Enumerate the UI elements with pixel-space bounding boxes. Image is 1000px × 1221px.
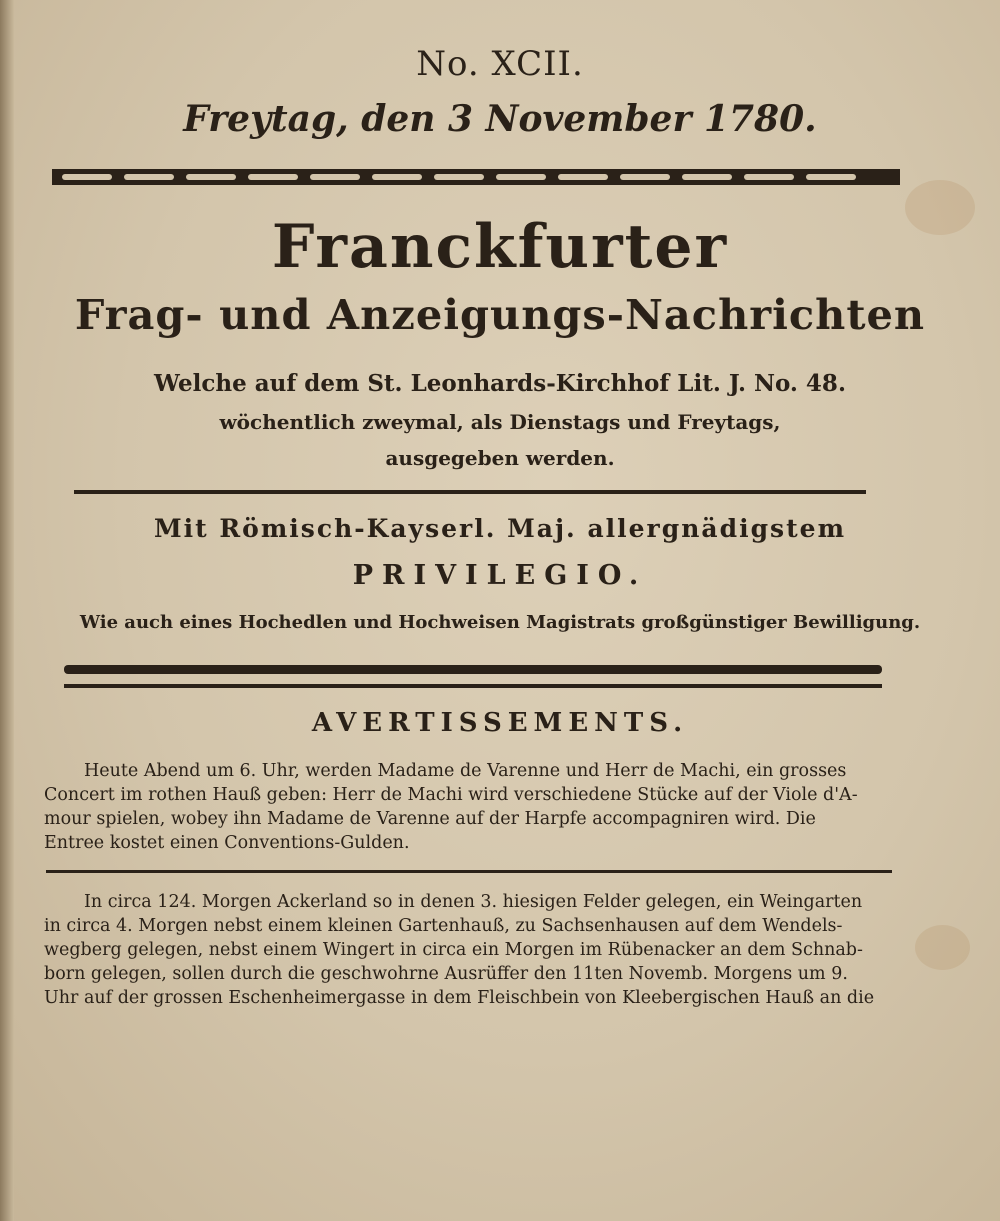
notice-line: Uhr auf der grossen Eschenheimergasse in dem Fleischbein von Kleebergischen Hauß an die xyxy=(44,988,875,1008)
divider-rule xyxy=(74,490,866,494)
subtitle-line-3: ausgegeben werden. xyxy=(385,446,615,470)
notice-line: In circa 124. Morgen Ackerland so in denen 3. hiesigen Felder gelegen, ein Weingarten xyxy=(84,892,863,912)
masthead-title-line-1: Franckfurter xyxy=(271,212,729,282)
notice-line: in circa 4. Morgen nebst einem kleinen Gartenhauß, zu Sachsenhausen auf dem Wendels- xyxy=(44,916,843,936)
double-rule-thick xyxy=(64,665,882,674)
paper-stain xyxy=(915,925,970,970)
privilege-line-1: Mit Römisch-Kayserl. Maj. allergnädigstem xyxy=(153,514,847,543)
notice-line: Heute Abend um 6. Uhr, werden Madame de Varenne und Herr de Machi, ein grosses xyxy=(84,761,847,781)
divider-rule xyxy=(46,870,892,873)
notice-line: mour spielen, wobey ihn Madame de Varenne auf der Harpfe accompagniren wird. Die xyxy=(44,809,816,829)
notice-concert xyxy=(44,759,890,855)
page-spine-shadow xyxy=(0,0,14,1221)
masthead-title-line-2: Frag- und Anzeigungs-Nachrichten xyxy=(74,290,926,339)
notice-line: Concert im rothen Hauß geben: Herr de Machi wird verschiedene Stücke auf der Viole d'A- xyxy=(44,785,858,805)
notice-line: born gelegen, sollen durch die geschwohrne Ausrüffer den 11ten Novemb. Morgens um 9. xyxy=(44,964,848,984)
issue-number: No. XCII. xyxy=(416,44,584,84)
notice-land-sale xyxy=(44,890,890,1010)
notice-line: wegberg gelegen, nebst einem Wingert in circa ein Morgen im Rübenacker an dem Schnab- xyxy=(44,940,863,960)
ornamental-border xyxy=(52,166,900,188)
subtitle-line-1: Welche auf dem St. Leonhards-Kirchhof Lit. J. No. 48. xyxy=(154,370,846,397)
section-heading: AVERTISSEMENTS. xyxy=(311,708,689,738)
privilege-heading: PRIVILEGIO. xyxy=(352,560,648,591)
subtitle-line-2: wöchentlich zweymal, als Dienstags und Freytags, xyxy=(219,410,781,434)
privilege-line-3: Wie auch eines Hochedlen und Hochweisen Magistrats großgünstiger Bewilligung. xyxy=(79,612,921,633)
issue-date: Freytag, den 3 November 1780. xyxy=(183,98,817,140)
double-rule-thin xyxy=(64,684,882,688)
notice-line: Entree kostet einen Conventions-Gulden. xyxy=(44,833,410,853)
